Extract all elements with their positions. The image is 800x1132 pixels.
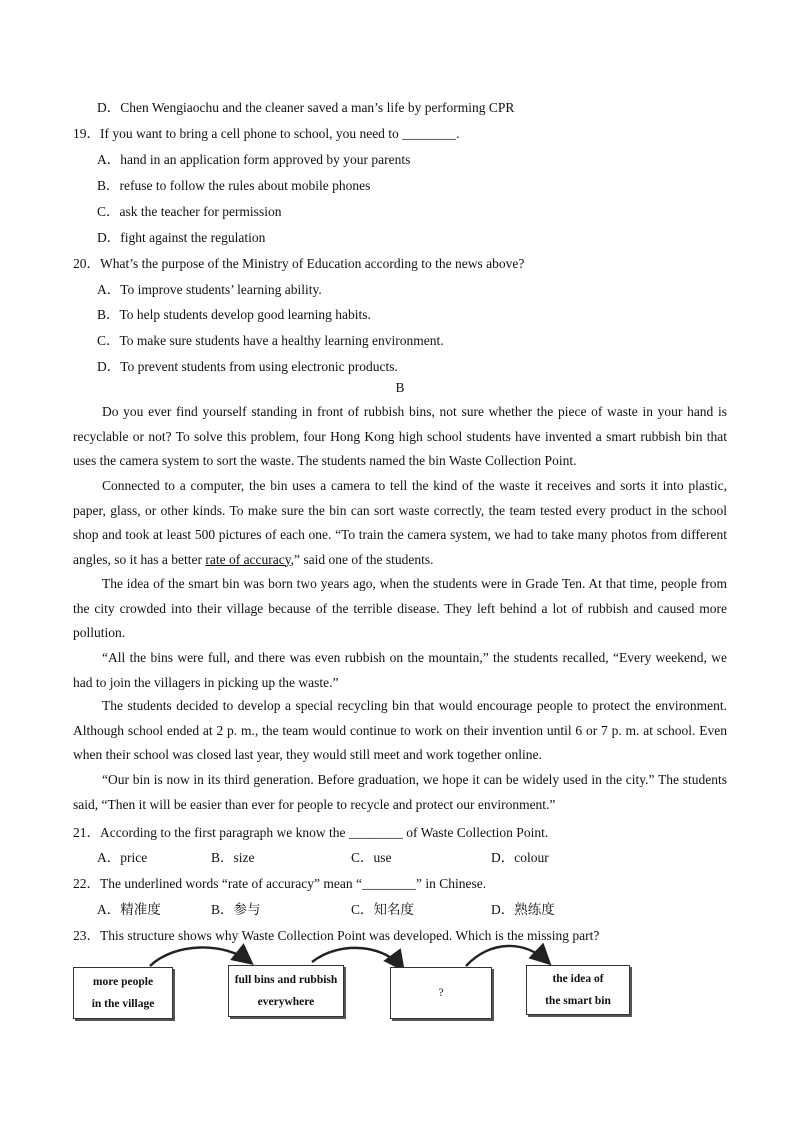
q19-option-c: C．ask the teacher for permission xyxy=(97,204,282,219)
arrow-1 xyxy=(150,947,250,966)
q19-stem: 19．If you want to bring a cell phone to school, you need to ________. xyxy=(73,126,460,141)
q21-stem: 21．According to the first paragraph we know the ________ of Waste Collection Point. xyxy=(73,825,549,840)
q20-stem: 20．What’s the purpose of the Ministry of Education according to the news above? xyxy=(73,256,525,271)
q21-option-c: C．use xyxy=(351,850,392,865)
q22-option-a: A．精准度 xyxy=(97,902,161,917)
q19-option-b: B．refuse to follow the rules about mobile phones xyxy=(97,178,371,193)
box-4-line-1: the idea of xyxy=(552,973,604,985)
passage-paragraph-2-text: Connected to a computer, the bin uses a camera to tell the kind of the waste it receives and sorts it into plastic, paper, glass, or other kinds. To make sure the bin can sort waste correctly, the team tested every product in the school shop and took at least 500 pictures of each one. “To train the camera system, we had to take many photos from different angles, so it has a better xyxy=(73,478,727,567)
q20-option-b: B．To help students develop good learning habits. xyxy=(97,307,371,322)
q20-option-c: C．To make sure students have a healthy learning environment. xyxy=(97,333,444,348)
structure-box-missing xyxy=(390,967,492,1019)
passage-paragraph-1: Do you ever find yourself standing in front of rubbish bins, not sure whether the piece of waste in your hand is recyclable or not? To solve this problem, four Hong Kong high school students have invented a smart rubbish bin that uses the camera system to sort the waste. The students named the bin Waste Collection Point. xyxy=(73,404,727,468)
structure-box-1 xyxy=(73,967,173,1019)
box-2-line-2: everywhere xyxy=(257,996,315,1008)
arrow-3 xyxy=(466,946,548,966)
q22-stem: 22．The underlined words “rate of accuracy” mean “________” in Chinese. xyxy=(73,876,487,891)
box-3-label: ? xyxy=(438,987,444,999)
section-heading: B xyxy=(395,380,405,395)
underlined-phrase: rate of accuracy xyxy=(205,551,291,567)
q22-option-b: B．参与 xyxy=(211,902,261,917)
structure-box-4 xyxy=(526,965,630,1015)
q19-option-a: A．hand in an application form approved by your parents xyxy=(97,152,411,167)
q18-option-d: D．Chen Wengiaochu and the cleaner saved a man’s life by performing CPR xyxy=(97,100,515,115)
box-1-line-1: more people xyxy=(92,976,154,988)
q21-option-b: B．size xyxy=(211,850,255,865)
passage-paragraph-6: “Our bin is now in its third generation. Before graduation, we hope it can be widely used in the city.” The students said, “Then it will be easier than ever for people to recycle and protect our environment.” xyxy=(73,772,727,812)
q23-stem: 23．This structure shows why Waste Collection Point was developed. Which is the missing part? xyxy=(73,928,600,943)
passage-paragraph-2-end: ,” said one of the students. xyxy=(290,551,434,567)
q21-option-a: A．price xyxy=(97,850,148,865)
box-4-line-2: the smart bin xyxy=(545,995,611,1007)
passage-paragraph-5: The students decided to develop a special recycling bin that would encourage people to protect the environment. Although school ended at 2 p. m., the team would continue to work on their invention until 6 or 7 p. m. at school. Even when their school was closed last year, they would still meet and work together online. xyxy=(73,698,727,762)
q22-option-c: C．知名度 xyxy=(351,902,415,917)
structure-box-2 xyxy=(228,965,344,1017)
passage-paragraph-4: “All the bins were full, and there was even rubbish on the mountain,” the students recalled, “Every weekend, we had to join the villagers in picking up the waste.” xyxy=(73,650,727,690)
q21-option-d: D．colour xyxy=(491,850,549,865)
q19-option-d: D．fight against the regulation xyxy=(97,230,266,245)
q22-option-d: D．熟练度 xyxy=(491,902,555,917)
q20-option-d: D．To prevent students from using electronic products. xyxy=(97,359,398,374)
q20-option-a: A．To improve students’ learning ability. xyxy=(97,282,322,297)
box-1-line-2: in the village xyxy=(91,998,155,1010)
box-2-line-1: full bins and rubbish xyxy=(234,974,338,986)
passage-paragraph-3: The idea of the smart bin was born two years ago, when the students were in Grade Ten. At that time, people from the city crowded into their village because of the terrible disease. They left behind a lot of rubbish and caused more pollution. xyxy=(73,576,727,640)
